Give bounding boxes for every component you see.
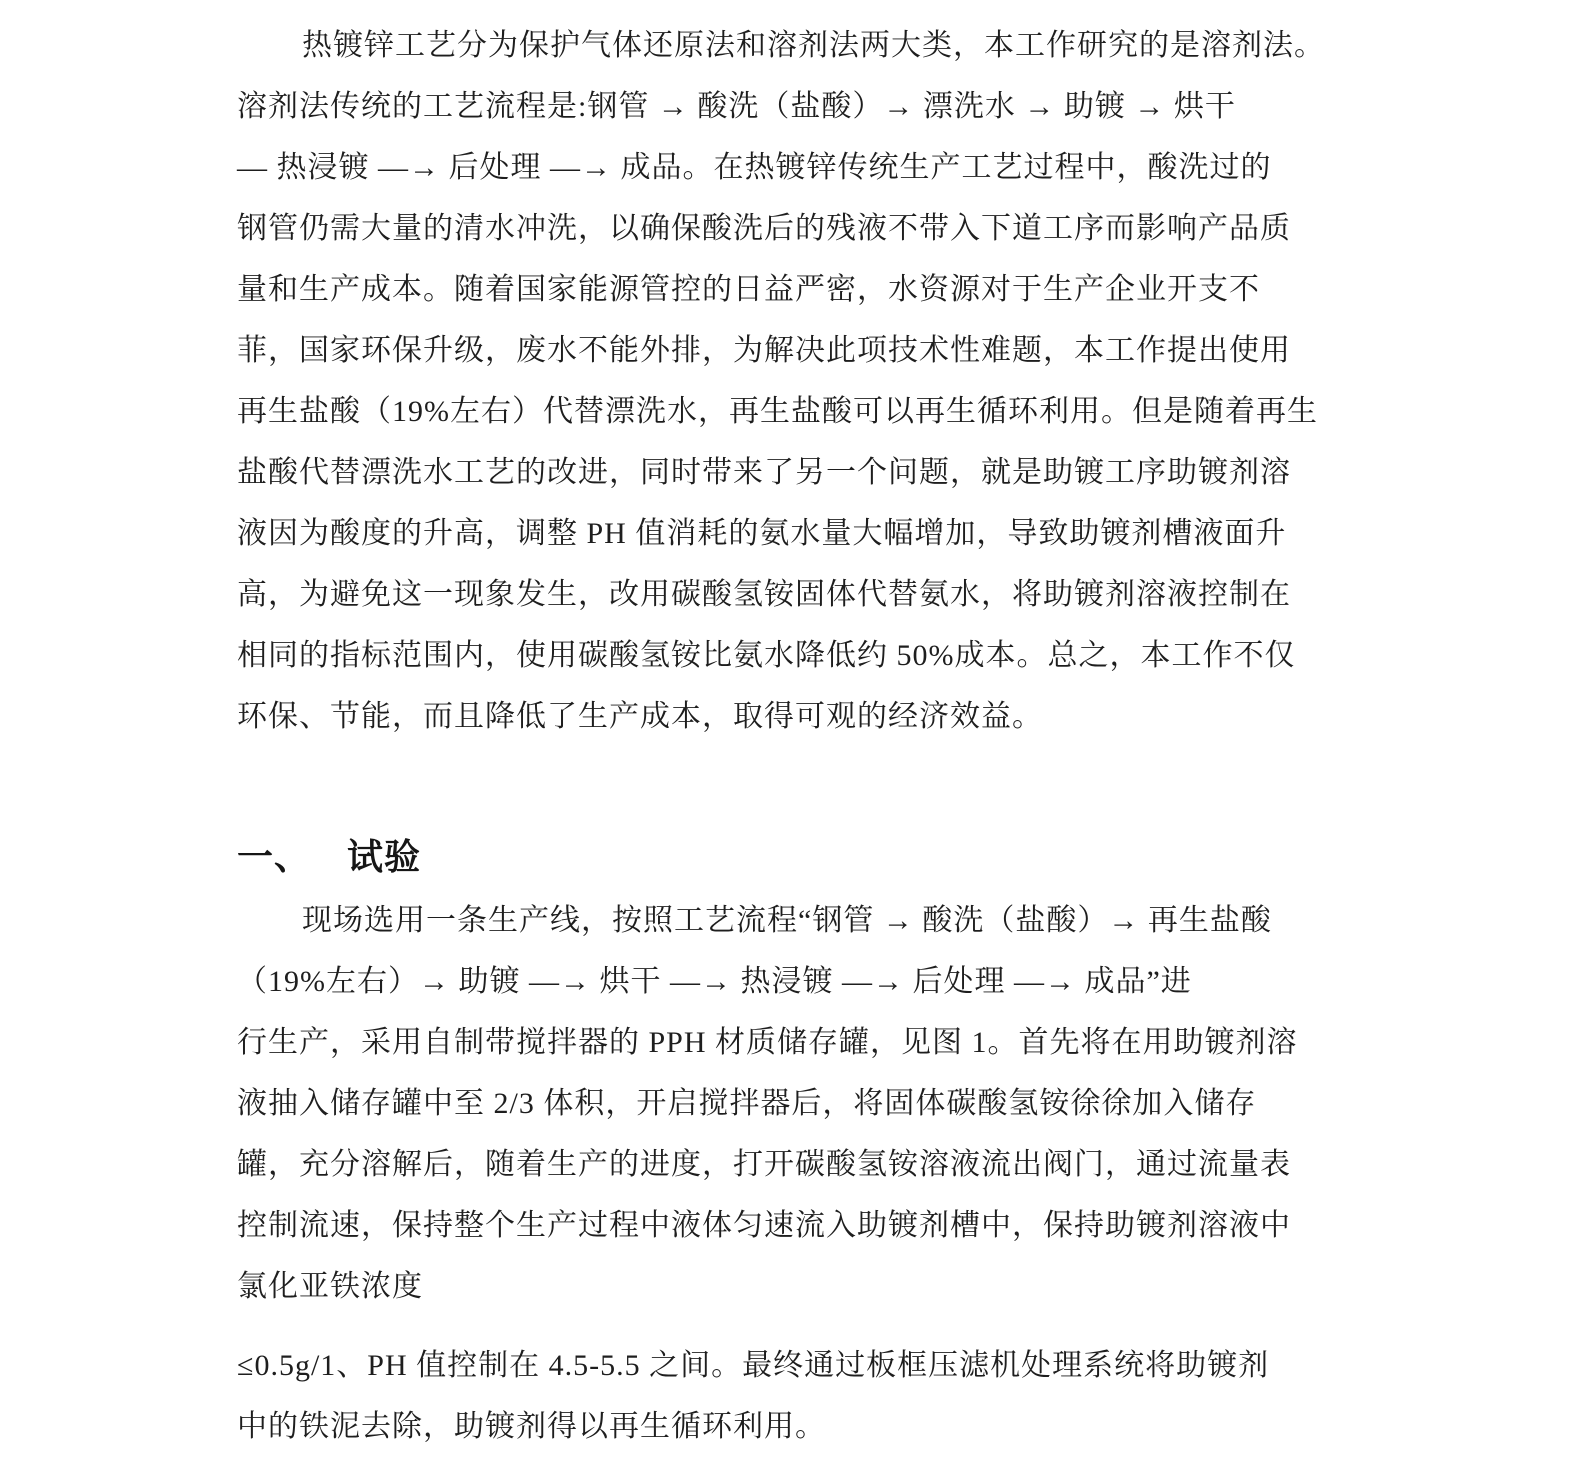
section-heading-title: 试验 [347, 837, 422, 877]
text-line: 现场选用一条生产线，按照工艺流程“钢管 → 酸洗（盐酸）→ 再生盐酸 [302, 904, 1272, 937]
section-heading-number: 一、 [237, 837, 312, 877]
text-line: （19%左右）→ 助镀 —→ 烘干 —→ 热浸镀 —→ 后处理 —→ 成品”进 [237, 965, 1192, 998]
text-line: 液因为酸度的升高，调整 PH 值消耗的氨水量大幅增加，导致助镀剂槽液面升 [237, 517, 1287, 550]
text-line: 钢管仍需大量的清水冲洗，以确保酸洗后的残液不带入下道工序而影响产品质 [237, 212, 1291, 245]
text-line: 再生盐酸（19%左右）代替漂洗水，再生盐酸可以再生循环利用。但是随着再生 [237, 395, 1318, 428]
text-line: 控制流速，保持整个生产过程中液体匀速流入助镀剂槽中，保持助镀剂溶液中 [237, 1209, 1291, 1242]
text-line: — 热浸镀 —→ 后处理 —→ 成品。在热镀锌传统生产工艺过程中，酸洗过的 [237, 151, 1272, 184]
section-heading [237, 825, 1392, 890]
text-line: 行生产，采用自制带搅拌器的 PPH 材质储存罐，见图 1。首先将在用助镀剂溶 [237, 1026, 1298, 1059]
text-line: 量和生产成本。随着国家能源管控的日益严密，水资源对于生产企业开支不 [237, 273, 1260, 306]
text-line: 相同的指标范围内，使用碳酸氢铵比氨水降低约 50%成本。总之，本工作不仅 [237, 639, 1296, 672]
text-line: 环保、节能，而且降低了生产成本，取得可观的经济效益。 [237, 700, 1043, 733]
document-text-block [237, 0, 1392, 1457]
text-line: 氯化亚铁浓度 [237, 1270, 423, 1303]
text-line: 中的铁泥去除，助镀剂得以再生循环利用。 [237, 1410, 826, 1443]
text-line: ≤0.5g/1、PH 值控制在 4.5-5.5 之间。最终通过板框压滤机处理系统将助镀剂 [237, 1349, 1270, 1382]
text-line: 液抽入储存罐中至 2/3 体积，开启搅拌器后，将固体碳酸氢铵徐徐加入储存 [237, 1087, 1257, 1120]
text-line: 热镀锌工艺分为保护气体还原法和溶剂法两大类，本工作研究的是溶剂法。 [302, 29, 1325, 62]
text-line: 高，为避免这一现象发生，改用碳酸氢铵固体代替氨水，将助镀剂溶液控制在 [237, 578, 1291, 611]
text-line: 溶剂法传统的工艺流程是:钢管 → 酸洗（盐酸）→ 漂洗水 → 助镀 → 烘干 [237, 90, 1236, 123]
text-line: 菲，国家环保升级，废水不能外排，为解决此项技术性难题，本工作提出使用 [237, 334, 1291, 367]
text-line: 罐，充分溶解后，随着生产的进度，打开碳酸氢铵溶液流出阀门，通过流量表 [237, 1148, 1291, 1181]
text-line: 盐酸代替漂洗水工艺的改进，同时带来了另一个问题，就是助镀工序助镀剂溶 [237, 456, 1291, 489]
